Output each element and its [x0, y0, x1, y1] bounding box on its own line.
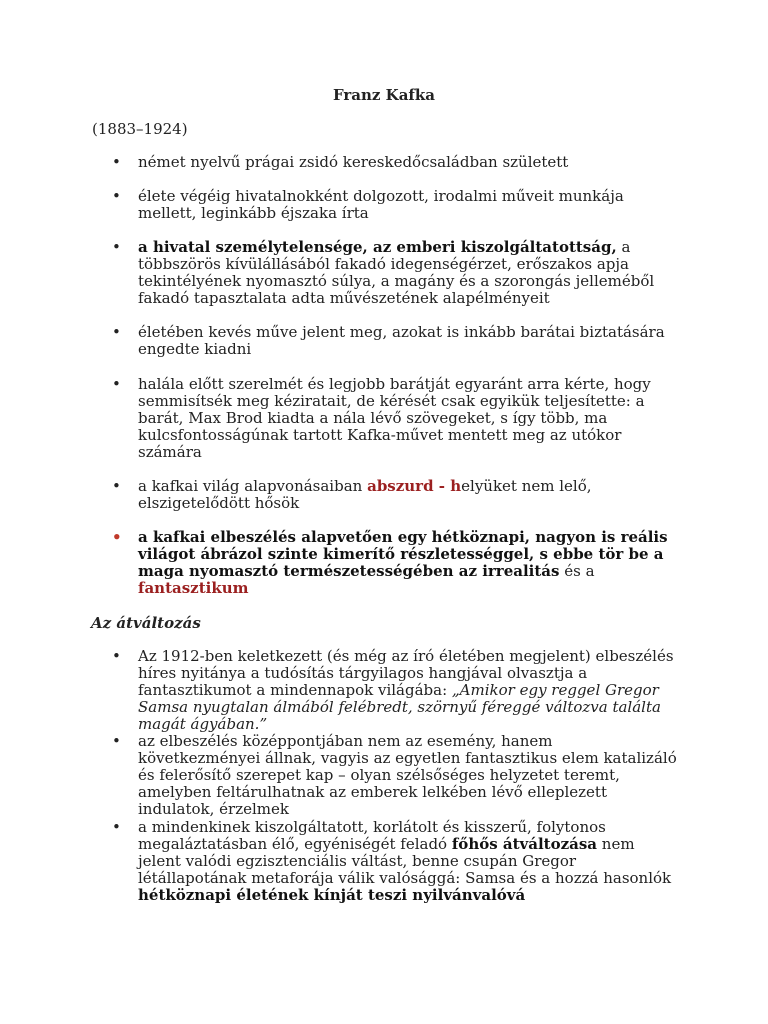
- section-heading: Az átváltozás: [91, 614, 201, 632]
- bullet-icon: •: [112, 187, 121, 205]
- bullet-icon: •: [112, 477, 121, 495]
- life-dates: (1883–1924): [92, 120, 188, 138]
- text-span: és a: [559, 562, 595, 580]
- list-item-text: [138, 239, 678, 307]
- list-item-text: német nyelvű prágai zsidó kereskedőcsaládban született: [138, 153, 569, 171]
- text-span: nem jelent valódi egzisztenciális váltást, benne csupán Gregor létállapotának metaforája válik valósággá: Samsa és a hozzá hasonlók: [138, 835, 672, 887]
- text-span: Az 1912-ben keletkezett (és még az író életében megjelent) elbeszélés híres nyitánya a tudósítás tárgyilagos hangjával olvasztja a fantasztikumot a mindennapok világába:: [138, 647, 674, 699]
- bold-phrase: hétköznapi életének kínját teszi nyilvánvalóvá: [138, 886, 526, 904]
- list-item-text: [138, 819, 678, 904]
- highlight-phrase: fantasztikum: [138, 579, 249, 597]
- list-item-text: életében kevés műve jelent meg, azokat is inkább barátai biztatására engedte kiadni: [138, 323, 665, 358]
- text-span: a kafkai világ alapvonásaiban: [138, 477, 368, 495]
- bullet-icon: •: [112, 375, 121, 393]
- bullet-icon: •: [112, 818, 121, 836]
- bullet-icon: •: [112, 238, 121, 256]
- text-span: a többszörös kívülállásából fakadó idegenségérzet, erőszakos apja tekintélyének nyomasztó súlya, a magány és a szorongás jelleméből fakadó tapasztalata adta művészetének alapélményeit: [138, 238, 655, 307]
- highlight-phrase: abszurd - h: [367, 477, 462, 495]
- bold-phrase: a hivatal személytelensége, az emberi kiszolgáltatottság,: [138, 238, 617, 256]
- list-item-text: [138, 478, 678, 512]
- text-span: elyüket nem lelő, elszigetelődött hősök: [138, 477, 592, 512]
- bullet-icon: •: [112, 153, 121, 171]
- page-title: Franz Kafka: [333, 86, 435, 104]
- bullet-icon: •: [112, 647, 121, 665]
- list-item-text: halála előtt szerelmét és legjobb barátját egyaránt arra kérte, hogy semmisítsék meg kéziratait, de kérését csak egyikük teljesítette: a barát, Max Brod kiadta a nála lévő szövegeket, s így több, ma kulcsfontosságúnak tartott Kafka-művet mentett meg az utókor számára: [138, 375, 651, 461]
- list-item-text: [138, 529, 678, 597]
- bullet-icon: •: [112, 528, 122, 546]
- list-item-text: az elbeszélés középpontjában nem az esemény, hanem következményei állnak, vagyis az egyetlen fantasztikus elem katalizáló és felerősítő szerepet kap – olyan szélsőséges helyzetet teremt, amelyben feltárulhatnak az emberek lelkében lévő elleplezett indulatok, érzelmek: [138, 732, 677, 818]
- bullet-icon: •: [112, 732, 121, 750]
- bold-phrase: főhős átváltozása: [451, 835, 598, 853]
- text-span: a mindenkinek kiszolgáltatott, korlátolt és kisszerű, folytonos megaláztatásban élő, egyéniségét feladó: [138, 818, 606, 853]
- list-item-text: élete végéig hivatalnokként dolgozott, irodalmi műveit munkája mellett, leginkább éjszaka írta: [138, 187, 624, 222]
- italic-quote: „Amikor egy reggel Gregor Samsa nyugtalan álmából felébredt, szörnyű féreggé változva találta magát ágyában.”: [138, 681, 661, 733]
- list-item-text: [138, 648, 678, 733]
- bold-phrase: a kafkai elbeszélés alapvetően egy hétköznapi, nagyon is reális világot ábrázol szinte kimerítő részletességgel, s ebbe tör be a maga nyomasztó természetességében az irrealitás: [138, 528, 668, 580]
- bullet-icon: •: [112, 323, 121, 341]
